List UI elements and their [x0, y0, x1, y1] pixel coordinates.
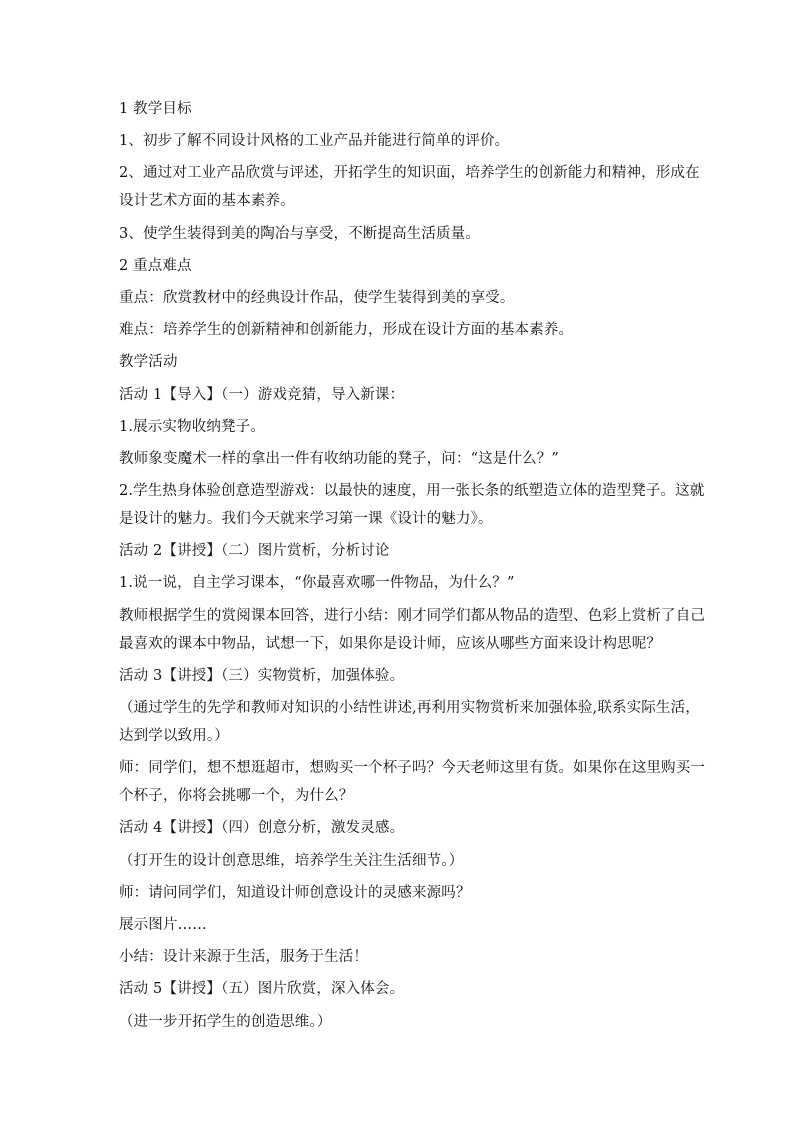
- section-heading-activities: 教学活动: [119, 354, 178, 371]
- objective-3: 3、使学生装得到美的陶冶与享受，不断提高生活质量。: [119, 225, 480, 242]
- section-heading-key-points: 2 重点难点: [119, 257, 192, 274]
- activity-5-note: （进一步开拓学生的创造思维。）: [119, 1013, 332, 1030]
- activity-2-summary-line-2: 最喜欢的课本中物品，试想一下，如果你是设计师，应该从哪些方面来设计构思呢？: [119, 635, 662, 652]
- activity-3-teacher-line-2: 个杯子，你将会挑哪一个，为什么？: [119, 788, 354, 805]
- activity-5-heading: 活动 5【讲授】（五）图片欣赏，深入体会。: [119, 981, 405, 998]
- activity-4-note: （打开生的设计创意思维，培养学生关注生活细节。）: [119, 852, 464, 869]
- section-heading-objectives: 1 教学目标: [119, 101, 192, 117]
- activity-4-teacher: 师：请问同学们，知道设计师创意设计的灵感来源吗？: [119, 884, 471, 901]
- activity-2-heading: 活动 2【讲授】（二）图片赏析，分析讨论: [119, 543, 390, 560]
- key-point: 重点：欣赏教材中的经典设计作品，使学生装得到美的享受。: [119, 289, 515, 306]
- activity-3-teacher-line-1: 师：同学们，想不想逛超市，想购买一个杯子吗？今天老师这里有货。如果你在这里购买一: [119, 760, 705, 777]
- activity-4-heading: 活动 4【讲授】（四）创意分析，激发灵感。: [119, 820, 405, 837]
- activity-2-step-1: 1.说一说，自主学习课本，“你最喜欢哪一件物品，为什么？”: [119, 575, 515, 592]
- activity-1-step-1: 1.展示实物收纳凳子。: [119, 418, 265, 435]
- activity-4-summary: 小结：设计来源于生活，服务于生活！: [119, 949, 369, 966]
- activity-4-show-images: 展示图片……: [119, 916, 207, 933]
- activity-2-summary-line-1: 教师根据学生的赏阅课本回答，进行小结：刚才同学们都从物品的造型、色彩上赏析了自己: [119, 607, 705, 624]
- activity-3-note-line-2: 达到学以致用。）: [119, 728, 229, 744]
- objective-2-line-2: 设计艺术方面的基本素养。: [119, 193, 295, 210]
- activity-3-heading: 活动 3【讲授】（三）实物赏析，加强体验。: [119, 667, 405, 684]
- activity-1-teacher: 教师象变魔术一样的拿出一件有收纳功能的凳子，问：“这是什么？”: [119, 450, 559, 467]
- activity-3-note-line-1: （通过学生的先学和教师对知识的小结性讲述,再利用实物赏析来加强体验,联系实际生活，: [119, 700, 700, 716]
- activity-1-step-2-line-2: 是设计的魅力。我们今天就来学习第一课《设计的魅力》。: [119, 511, 493, 528]
- document-body: [119, 99, 705, 1044]
- activity-1-step-2-line-1: 2.学生热身体验创意造型游戏：以最快的速度，用一张长条的纸塑造立体的造型凳子。这就: [119, 483, 705, 500]
- objective-1: 1、初步了解不同设计风格的工业产品并能进行简单的评价。: [119, 133, 510, 150]
- objective-2-line-1: 2、通过对工业产品欣赏与评述，开拓学生的知识面，培养学生的创新能力和精神，形成在: [119, 165, 700, 182]
- difficult-point: 难点：培养学生的创新精神和创新能力，形成在设计方面的基本素养。: [119, 322, 574, 339]
- activity-1-heading: 活动 1【导入】（一）游戏竞猜，导入新课：: [119, 386, 405, 403]
